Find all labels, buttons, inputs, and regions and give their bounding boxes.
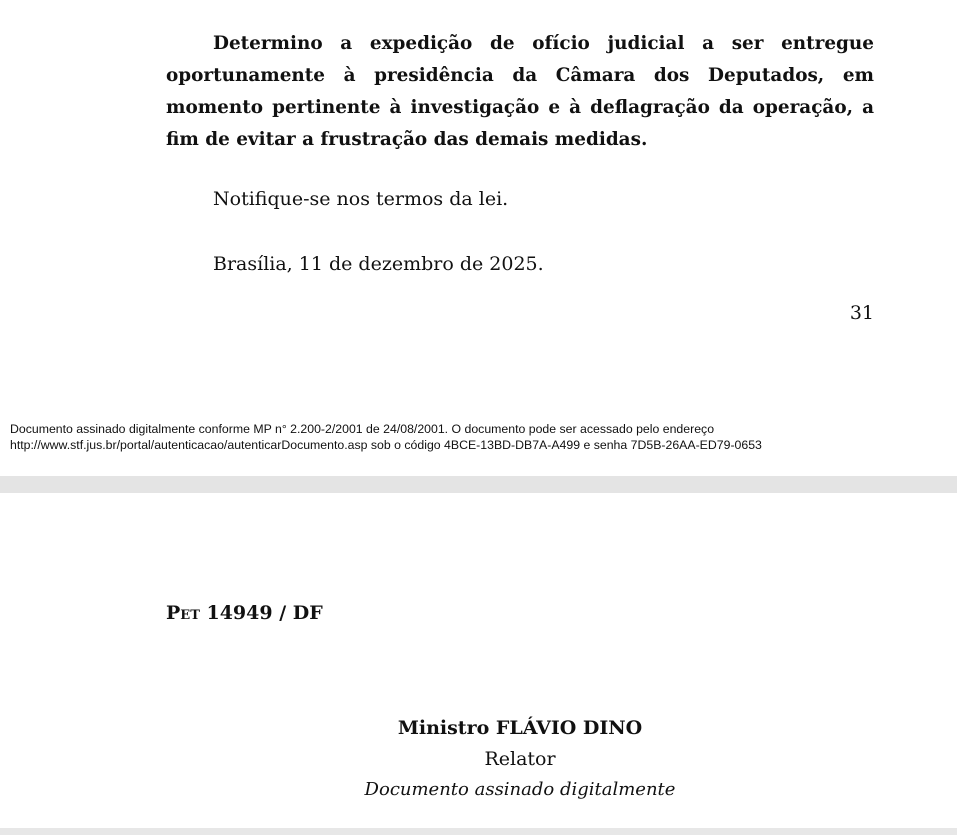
- order-paragraph: Determino a expedição de ofício judicial a ser entregue oportunamente à presidência da Câmara dos Deputados, em momento pertinente à investigação e à deflagração da operação, a fim de evitar a frustração das demais medidas.: [166, 33, 874, 150]
- case-reference-header: Pet 14949 / DF: [166, 602, 323, 624]
- notify-line: Notifique-se nos termos da lei.: [213, 188, 509, 210]
- page-separator: [0, 476, 957, 493]
- page-number: 31: [849, 302, 874, 324]
- signer-role: Relator: [484, 748, 556, 770]
- footer-line-1: Documento assinado digitalmente conforme MP n° 2.200-2/2001 de 24/08/2001. O documento pode ser acessado pelo endereço: [10, 422, 715, 436]
- signer-name: Ministro FLÁVIO DINO: [397, 717, 643, 739]
- signature-block: [340, 714, 700, 804]
- footer-line-2: http://www.stf.jus.br/portal/autenticacao/autenticarDocumento.asp sob o código 4BCE-13BD-DB7A-A499 e senha 7D5B-26AA-ED79-0653: [10, 438, 762, 452]
- digitally-signed-note: Documento assinado digitalmente: [364, 779, 676, 800]
- date-line: Brasília, 11 de dezembro de 2025.: [213, 253, 544, 275]
- page-separator-bottom: [0, 828, 957, 835]
- digital-signature-footer: [10, 421, 950, 453]
